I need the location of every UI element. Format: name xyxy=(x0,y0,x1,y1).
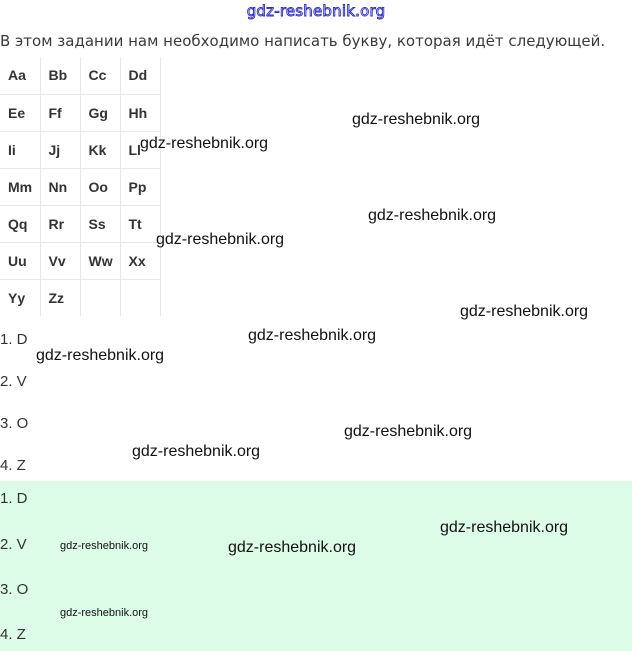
letter-cell: Ee xyxy=(0,94,40,131)
letter-cell: Aa xyxy=(0,57,40,94)
task-description: В этом задании нам необходимо написать букву, которая идёт следующей. xyxy=(0,32,606,50)
table-row xyxy=(0,279,160,316)
letter-cell: Gg xyxy=(80,94,120,131)
question-item: 1. D xyxy=(0,331,28,348)
letter-cell: Hh xyxy=(120,94,160,131)
letter-cell: Uu xyxy=(0,242,40,279)
table-row xyxy=(0,242,160,279)
answer-item: 2. V xyxy=(0,536,27,553)
letter-cell: Nn xyxy=(40,168,80,205)
letter-cell: Rr xyxy=(40,205,80,242)
watermark: gdz-reshebnik.org xyxy=(440,519,569,536)
table-row xyxy=(0,131,160,168)
letter-cell: Bb xyxy=(40,57,80,94)
watermark: gdz-reshebnik.org xyxy=(352,111,481,128)
watermark: gdz-reshebnik.org xyxy=(36,347,165,364)
letter-cell: Mm xyxy=(0,168,40,205)
letter-cell: Tt xyxy=(120,205,160,242)
letter-cell: Jj xyxy=(40,131,80,168)
watermark: gdz-reshebnik.org xyxy=(368,207,497,224)
watermark: gdz-reshebnik.org xyxy=(156,231,285,248)
letter-cell: Pp xyxy=(120,168,160,205)
answer-item: 1. D xyxy=(0,490,28,507)
letter-cell: Qq xyxy=(0,205,40,242)
alphabet-table xyxy=(0,57,161,316)
letter-cell: Kk xyxy=(80,131,120,168)
letter-cell: Dd xyxy=(120,57,160,94)
letter-cell-empty xyxy=(120,279,160,316)
answer-item: 3. O xyxy=(0,581,29,598)
site-header-logo[interactable]: gdz-reshebnik.org xyxy=(246,2,386,20)
watermark: gdz-reshebnik.org xyxy=(132,443,261,460)
question-item: 2. V xyxy=(0,373,27,390)
table-row xyxy=(0,57,160,94)
solution-block xyxy=(0,481,632,651)
letter-cell: Ww xyxy=(80,242,120,279)
table-row xyxy=(0,205,160,242)
letter-cell: Ii xyxy=(0,131,40,168)
watermark: gdz-reshebnik.org xyxy=(228,539,357,556)
table-row xyxy=(0,94,160,131)
letter-cell: Ll xyxy=(120,131,160,168)
watermark: gdz-reshebnik.org xyxy=(248,327,377,344)
table-row xyxy=(0,168,160,205)
watermark: gdz-reshebnik.org xyxy=(460,303,589,320)
letter-cell: Cc xyxy=(80,57,120,94)
letter-cell: Zz xyxy=(40,279,80,316)
watermark: gdz-reshebnik.org xyxy=(60,540,149,552)
answer-item: 4. Z xyxy=(0,626,26,643)
letter-cell-empty xyxy=(80,279,120,316)
watermark: gdz-reshebnik.org xyxy=(344,423,473,440)
question-item: 3. O xyxy=(0,415,29,432)
watermark: gdz-reshebnik.org xyxy=(140,135,269,152)
letter-cell: Yy xyxy=(0,279,40,316)
watermark: gdz-reshebnik.org xyxy=(60,607,149,619)
letter-cell: Xx xyxy=(120,242,160,279)
letter-cell: Ss xyxy=(80,205,120,242)
letter-cell: Oo xyxy=(80,168,120,205)
letter-cell: Ff xyxy=(40,94,80,131)
question-item: 4. Z xyxy=(0,457,26,474)
letter-cell: Vv xyxy=(40,242,80,279)
